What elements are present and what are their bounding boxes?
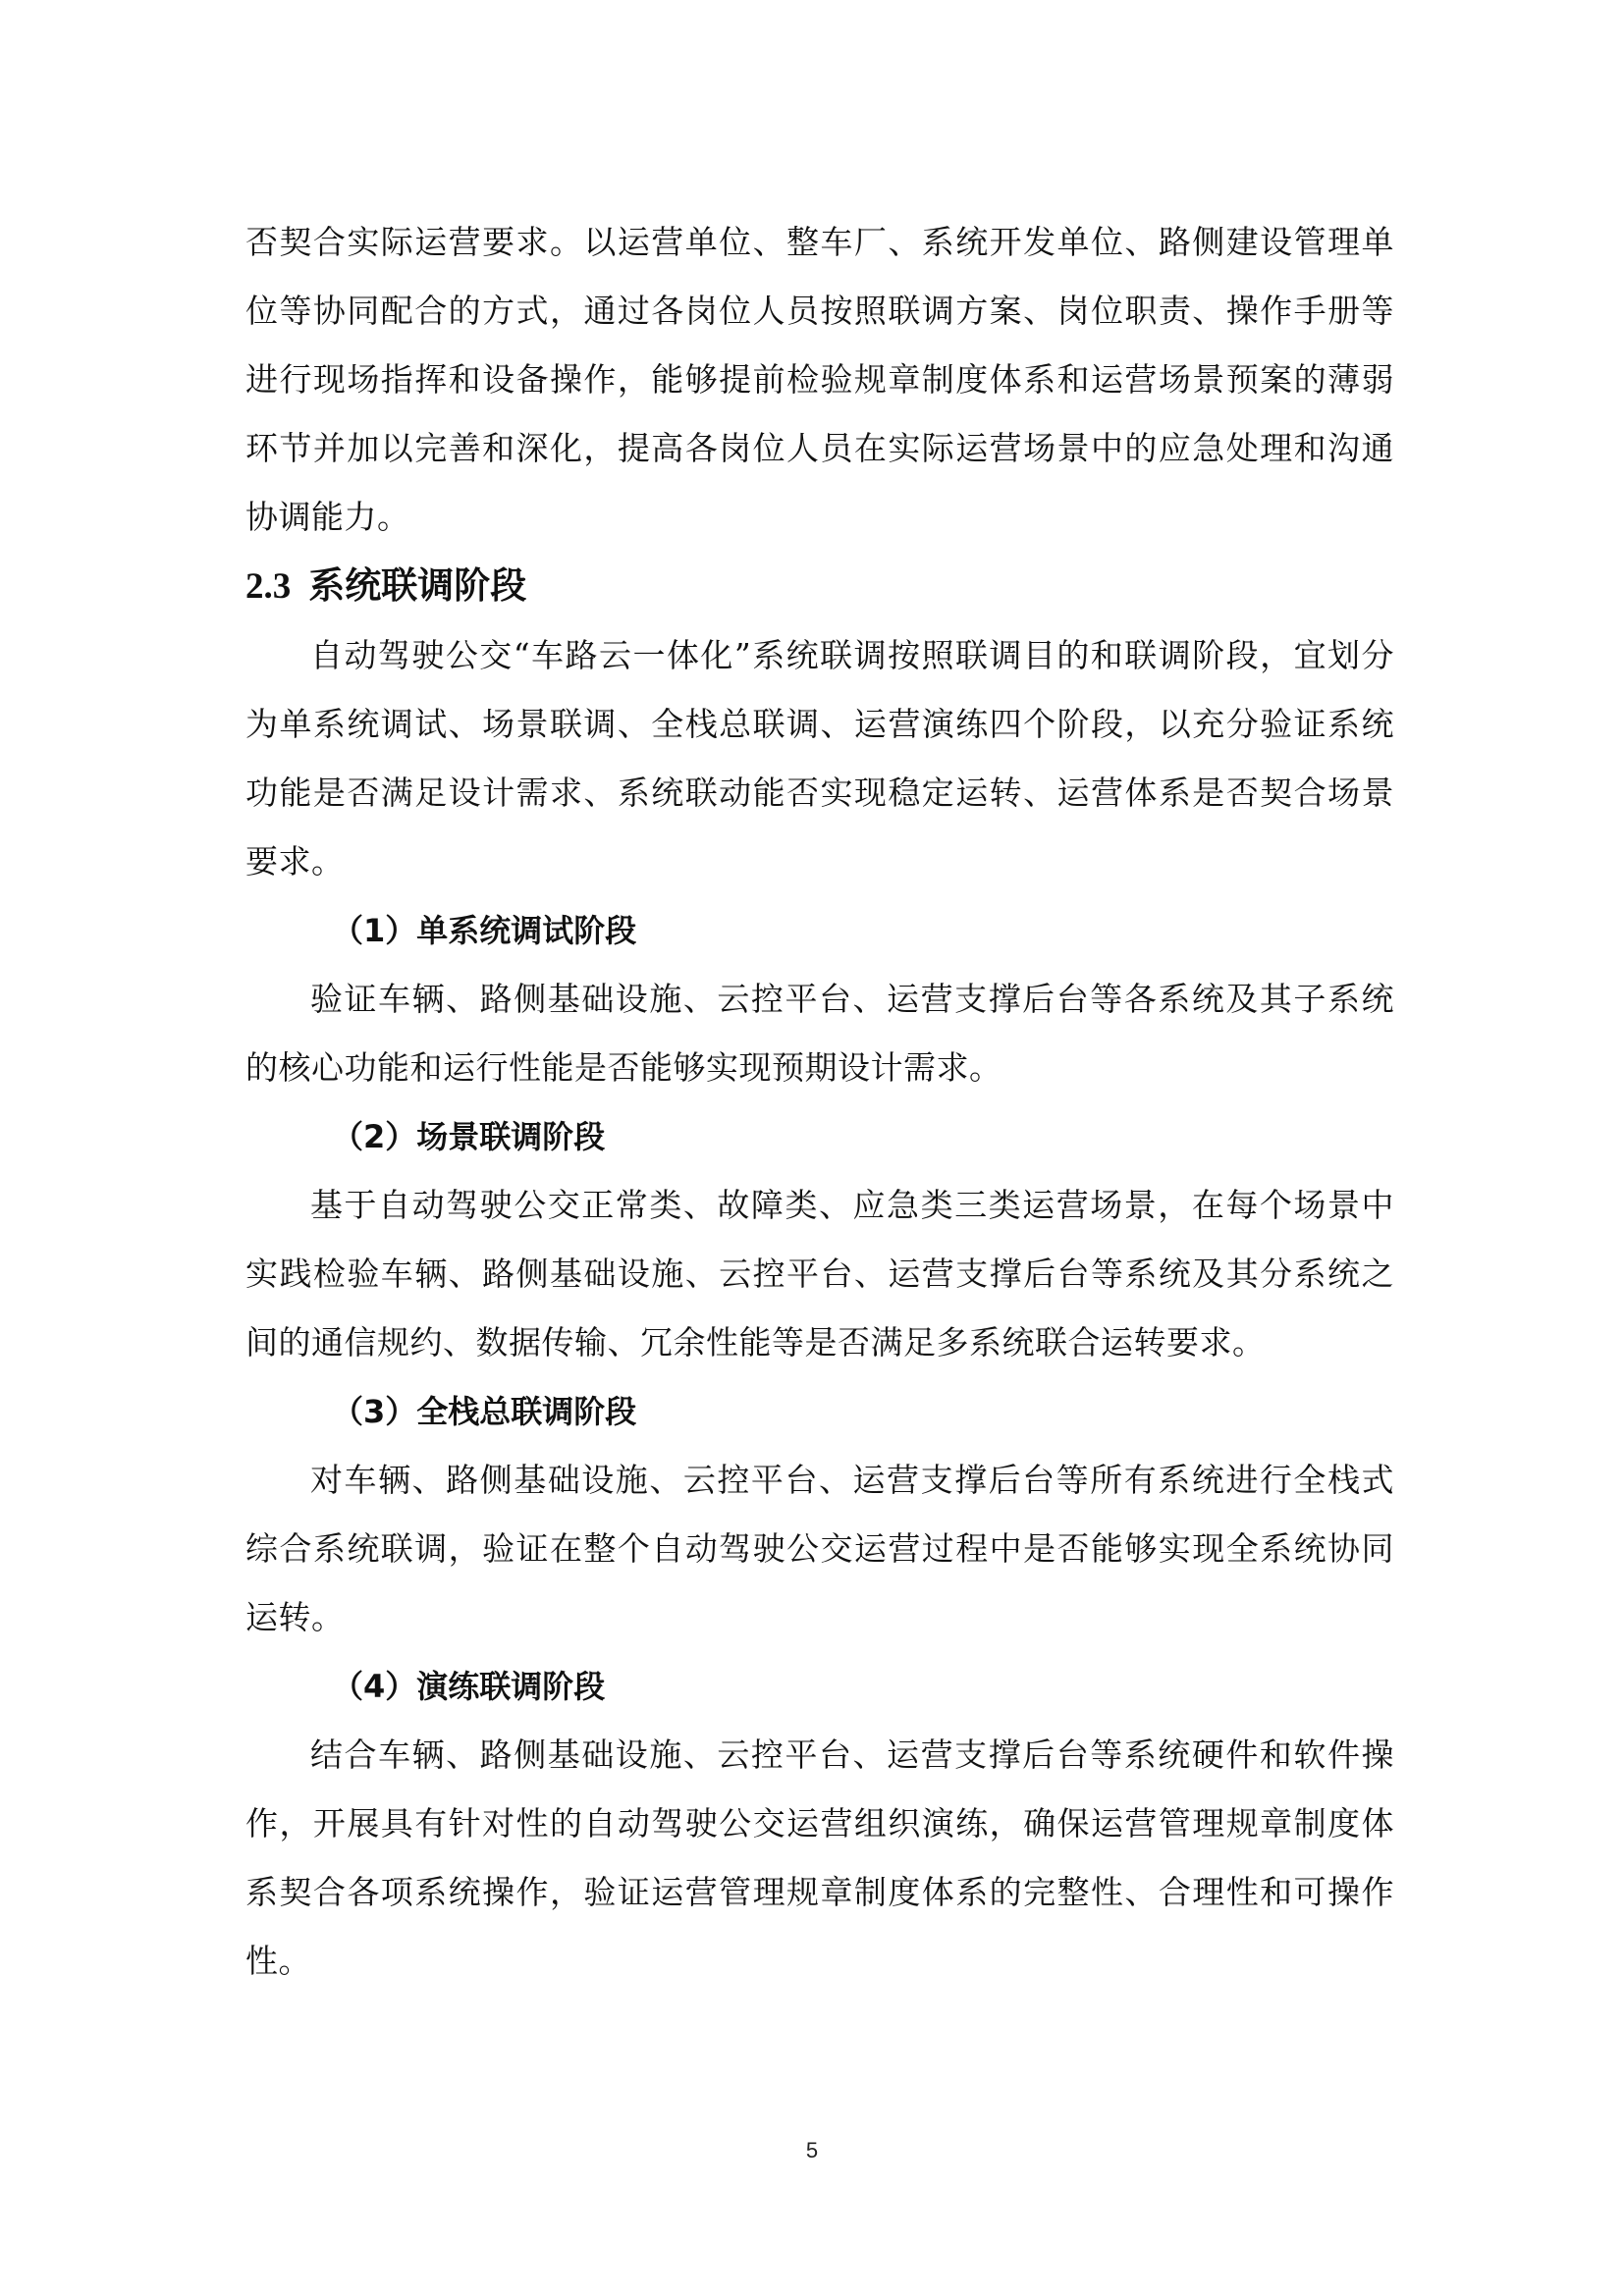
- subsection-paragraph-2: 基于自动驾驶公交正常类、故障类、应急类三类运营场景，在每个场景中实践检验车辆、路侧基础设施、云控平台、运营支撑后台等系统及其分系统之间的通信规约、数据传输、冗余性能等是否满足多系统联合运转要求。: [245, 1186, 1394, 1362]
- section-number: 2.3: [245, 566, 292, 607]
- intro-paragraph: 否契合实际运营要求。以运营单位、整车厂、系统开发单位、路侧建设管理单位等协同配合的方式，通过各岗位人员按照联调方案、岗位职责、操作手册等进行现场指挥和设备操作，能够提前检验规章制度体系和运营场景预案的薄弱环节并加以完善和深化，提高各岗位人员在实际运营场景中的应急处理和沟通协调能力。: [245, 223, 1394, 536]
- subsection-heading-3: （3）全栈总联调阶段: [332, 1393, 637, 1430]
- page-number: 5: [805, 2138, 819, 2163]
- page-content: [245, 208, 1394, 1996]
- subsection-paragraph-1: 验证车辆、路侧基础设施、云控平台、运营支撑后台等各系统及其子系统的核心功能和运行性能是否能够实现预期设计需求。: [245, 980, 1394, 1087]
- subsection-paragraph-3: 对车辆、路侧基础设施、云控平台、运营支撑后台等所有系统进行全栈式综合系统联调，验证在整个自动驾驶公交运营过程中是否能够实现全系统协同运转。: [245, 1461, 1394, 1636]
- subsection-heading-1: （1）单系统调试阶段: [332, 912, 637, 949]
- subsection-paragraph-4: 结合车辆、路侧基础设施、云控平台、运营支撑后台等系统硬件和软件操作，开展具有针对性的自动驾驶公交运营组织演练，确保运营管理规章制度体系契合各项系统操作，验证运营管理规章制度体系的完整性、合理性和可操作性。: [245, 1735, 1394, 1980]
- section-paragraph: 自动驾驶公交“车路云一体化”系统联调按照联调目的和联调阶段，宜划分为单系统调试、场景联调、全栈总联调、运营演练四个阶段，以充分验证系统功能是否满足设计需求、系统联动能否实现稳定运转、运营体系是否契合场景要求。: [245, 636, 1394, 881]
- section-title: 系统联调阶段: [308, 564, 527, 607]
- section-heading: [245, 552, 1394, 621]
- subsection-heading-4: （4）演练联调阶段: [332, 1668, 606, 1705]
- subsection-heading-2: （2）场景联调阶段: [332, 1118, 606, 1155]
